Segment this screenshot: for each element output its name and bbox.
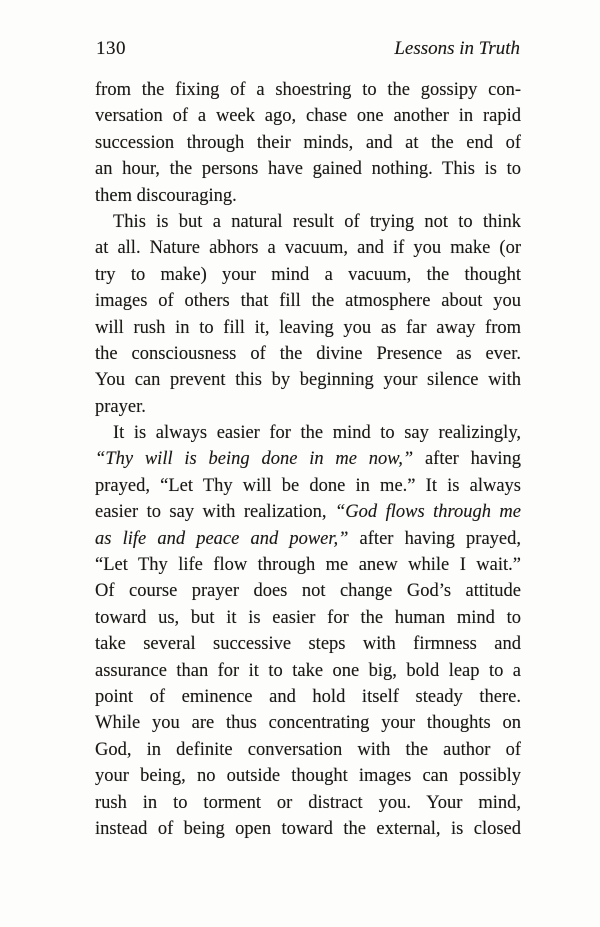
text-line: [95, 790, 521, 816]
text-segment: God, in definite conversation with the author of: [95, 739, 521, 760]
text-segment: toward us, but it is easier for the human mind to: [95, 607, 521, 628]
text-segment: You can prevent this by beginning your silence with: [95, 370, 521, 391]
text-segment: prayer.: [95, 396, 146, 417]
text-line: [95, 341, 521, 367]
text-line: [95, 235, 521, 261]
text-line: [95, 526, 521, 552]
text-segment: take several successive steps with firmness and: [95, 634, 521, 655]
text-segment: It is always easier for the mind to say realizingly,: [113, 423, 521, 444]
text-segment: an hour, the persons have gained nothing. This is to: [95, 159, 521, 180]
italic-text-segment: as life and peace and power,”: [95, 528, 349, 549]
text-line: [95, 499, 521, 525]
text-line: [95, 262, 521, 288]
text-segment: While you are thus concentrating your thoughts on: [95, 713, 521, 734]
text-line: [95, 77, 521, 103]
text-line: [95, 631, 521, 657]
text-segment: the consciousness of the divine Presence as ever.: [95, 343, 521, 364]
text-segment: after having: [413, 449, 521, 470]
text-segment: them discouraging.: [95, 185, 237, 206]
text-segment: instead of being open toward the external, is closed: [95, 818, 521, 839]
text-line: [95, 446, 521, 472]
text-segment: after having prayed,: [348, 528, 521, 549]
text-line: [95, 737, 521, 763]
text-segment: “Let Thy life flow through me anew while I wait.”: [95, 555, 521, 576]
text-segment: versation of a week ago, chase one another in rapid: [95, 106, 521, 127]
text-segment: Of course prayer does not change God’s attitude: [95, 581, 521, 602]
text-line: [95, 156, 521, 182]
text-segment: assurance than for it to take one big, bold leap to a: [95, 660, 521, 681]
text-line: [95, 288, 521, 314]
text-segment: point of eminence and hold itself steady there.: [95, 686, 521, 707]
text-segment: This is but a natural result of trying not to think: [113, 211, 521, 232]
text-line: [95, 605, 521, 631]
text-line: [95, 763, 521, 789]
text-line: [95, 209, 521, 235]
text-segment: your being, no outside thought images can possibly: [95, 766, 521, 787]
text-line: [95, 183, 521, 209]
text-line: [95, 816, 521, 842]
text-segment: rush in to torment or distract you. Your mind,: [95, 792, 521, 813]
text-line: [95, 684, 521, 710]
text-line: [95, 103, 521, 129]
text-segment: from the fixing of a shoestring to the gossipy con-: [95, 80, 521, 100]
text-segment: try to make) your mind a vacuum, the thought: [95, 264, 521, 285]
text-segment: images of others that fill the atmosphere about you: [95, 291, 521, 312]
text-segment: easier to say with realization,: [95, 502, 335, 523]
text-line: [95, 394, 521, 420]
text-line: [95, 473, 521, 499]
italic-text-segment: “Thy will is being done in me now,”: [95, 449, 414, 470]
text-segment: at all. Nature abhors a vacuum, and if you make (or: [95, 238, 521, 259]
text-line: [95, 367, 521, 393]
body-text: [95, 77, 521, 842]
running-title: Lessons in Truth: [394, 38, 520, 59]
text-line: [95, 710, 521, 736]
text-line: [95, 552, 521, 578]
text-segment: prayed, “Let Thy will be done in me.” It is always: [95, 475, 521, 496]
italic-text-segment: “God flows through me: [334, 502, 521, 523]
text-line: [95, 420, 521, 446]
page-header: [96, 38, 520, 60]
page-number: 130: [96, 38, 126, 59]
text-segment: succession through their minds, and at the end of: [95, 132, 521, 153]
text-line: [95, 130, 521, 156]
text-line: [95, 658, 521, 684]
text-line: [95, 315, 521, 341]
text-segment: will rush in to fill it, leaving you as far away from: [95, 317, 521, 338]
text-line: [95, 578, 521, 604]
